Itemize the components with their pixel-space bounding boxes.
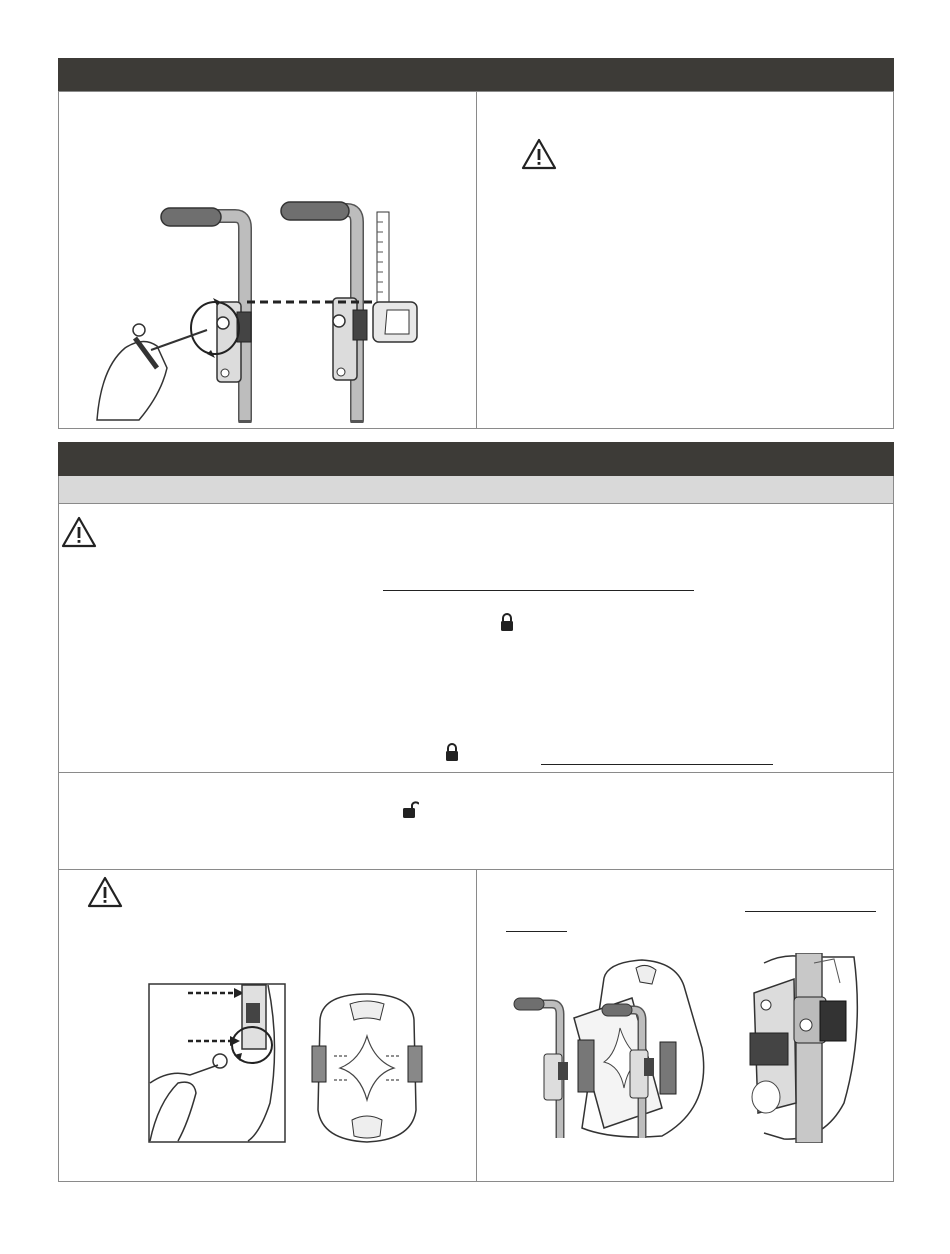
section-2-column-divider xyxy=(476,870,477,1181)
section-2-subheader-bar xyxy=(58,476,894,504)
clamp-adjust-closeup-illustration xyxy=(148,983,286,1143)
backrest-mounting-illustration xyxy=(512,958,712,1140)
lock-closed-icon xyxy=(445,743,459,761)
lock-closed-icon xyxy=(500,613,514,631)
lock-open-icon xyxy=(403,800,419,818)
underline-rule xyxy=(383,590,694,591)
warning-icon xyxy=(61,516,97,548)
underline-rule xyxy=(506,931,567,932)
backrest-rear-view-illustration xyxy=(304,990,430,1145)
section-1-header-bar xyxy=(58,58,894,92)
section-1-divider xyxy=(476,92,477,428)
section-2-row-divider xyxy=(59,772,893,773)
warning-icon xyxy=(87,876,123,908)
section-2-header-bar xyxy=(58,442,894,476)
underline-rule xyxy=(745,911,876,912)
underline-rule xyxy=(541,764,773,765)
clamp-engaged-closeup-illustration xyxy=(744,953,860,1143)
warning-icon xyxy=(521,138,557,170)
cane-height-adjust-illustration xyxy=(95,198,425,423)
